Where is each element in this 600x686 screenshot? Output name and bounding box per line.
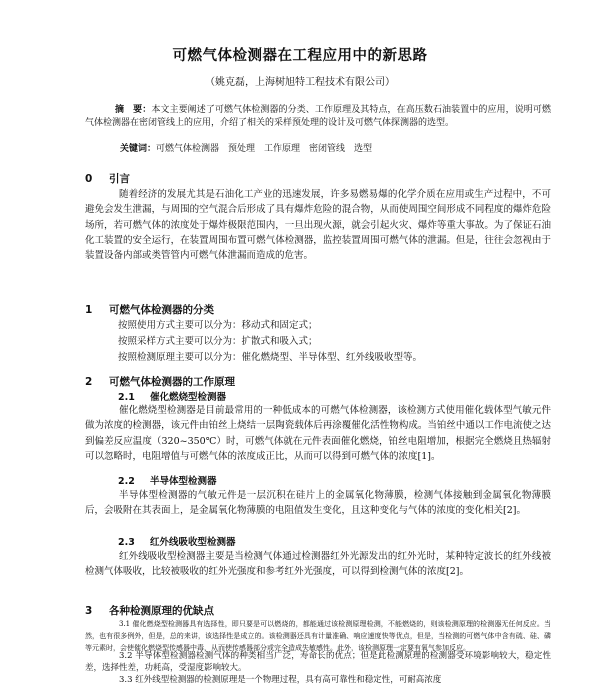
classification-line: 按照使用方式主要可以分为：移动式和固定式； <box>118 320 318 331</box>
section-heading-principles: 2 可燃气体检测器的工作原理 <box>85 376 235 388</box>
keywords <box>120 143 551 155</box>
semiconductor-paragraph: 半导体型检测器的气敏元件是一层沉积在硅片上的金属氧化物薄膜，检测气体接触到金属氧化物薄膜后，会吸附在其表面上，是金属氧化物薄膜的电阻值发生变化，且这种变化与气体的浓度的变化相关[2]。 <box>85 490 551 517</box>
classification-line: 按照采样方式主要可以分为：扩散式和吸入式； <box>118 336 318 347</box>
abstract-label: 摘 要： <box>115 105 152 115</box>
pros-cons-paragraph: 3.3 红外线型检测器的检测原理是一个物理过程，具有高可靠性和稳定性，可耐高浓度 <box>119 675 442 685</box>
paper-title: 可燃气体检测器在工程应用中的新思路 <box>172 48 428 64</box>
keywords-label: 关键词： <box>120 144 157 154</box>
pros-cons-paragraph: 3.1 催化燃烧型检测器具有选择性，即只要是可以燃烧的，都能通过该检测原理检测，不能燃烧的，则该检测原理的检测器无任何反应。当然，也有很多例外，但是，总的来讲，该选择性是成立的。该检测器还具有计量准确、响应速度快等优点，但是，当检测的可燃气体中含有硫、硅、磷等元素时，会使催化燃烧型传感器中毒，从而使传感器部分或完全造成失敏感性。此外，该检测原理一定要有氧气参加反应。 <box>85 620 551 652</box>
section-heading-pros-cons: 3 各种检测原理的优缺点 <box>85 605 214 617</box>
classification-line: 按照检测原理主要可以分为：催化燃烧型、半导体型、红外线吸收型等。 <box>118 352 423 363</box>
infrared-paragraph: 红外线吸收型检测器主要是当检测气体通过检测器红外光源发出的红外光时，某种特定波长的红外线被检测气体吸收，比较被吸收的红外光强度和参考红外光强度，可以得到检测气体的浓度[2]。 <box>85 551 551 578</box>
abstract-text: 本文主要阐述了可燃气体检测器的分类、工作原理及其特点，在高压数石油装置中的应用，说明可燃气体检测器在密闭管线上的应用，介绍了相关的采样预处理的设计及可燃气体探测器的选型。 <box>85 105 551 128</box>
subsection-heading-semiconductor: 2.2 半导体型检测器 <box>118 476 217 487</box>
abstract <box>85 104 551 130</box>
subsection-heading-catalytic: 2.1 催化燃烧型检测器 <box>118 392 227 403</box>
section-heading-intro: 0 引言 <box>85 173 130 185</box>
section-heading-classification: 1 可燃气体检测器的分类 <box>85 304 214 316</box>
subsection-heading-infrared: 2.3 红外线吸收型检测器 <box>118 537 236 548</box>
pros-cons-paragraph: 3.2 半导体型检测器检测气体的种类相当广泛，寿命长的优点；但是此检测原理的检测器受环境影响较大，稳定性差，选择性差，功耗高，受湿度影响较大。 <box>85 651 551 673</box>
paper-author: （姚克磊，上海树旭特工程技术有限公司） <box>205 77 395 88</box>
keywords-text: 可燃气体检测器 预处理 工作原理 密闭管线 选型 <box>156 144 373 154</box>
intro-paragraph: 随着经济的发展尤其是石油化工产业的迅速发展，许多易燃易爆的化学介质在应用或生产过程中，不可避免会发生泄漏，与周围的空气混合后形成了具有爆炸危险的混合物，从而使周围空间形成不同程度的爆炸危险场所，若可燃气体的浓度处于爆炸极限范围内，一旦出现火源，就会引起火灾、爆炸等重大事故。为了保证石油化工装置的安全运行，在装置周围布置可燃气体检测器，监控装置周围可燃气体的泄漏。但是，往往会忽视由于装置设备内部或类管管内可燃气体泄漏而造成的危害。 <box>85 189 551 262</box>
catalytic-paragraph: 催化燃烧型检测器是目前最常用的一种低成本的可燃气体检测器，该检测方式使用催化载体型气敏元件做为浓度的检测器，该元件由铂丝上烧结一层陶瓷载体后再涂覆催化活性物构成。当铂丝中通以工作电流使之达到偏差反应温度（320~350℃）时，可燃气体就在元件表面催化燃烧，铂丝电阻增加，根据完全燃烧且热辐射可以忽略时，电阻增值与可燃气体的浓度成正比，从而可以得到可燃气体的浓度[1]。 <box>85 405 551 462</box>
